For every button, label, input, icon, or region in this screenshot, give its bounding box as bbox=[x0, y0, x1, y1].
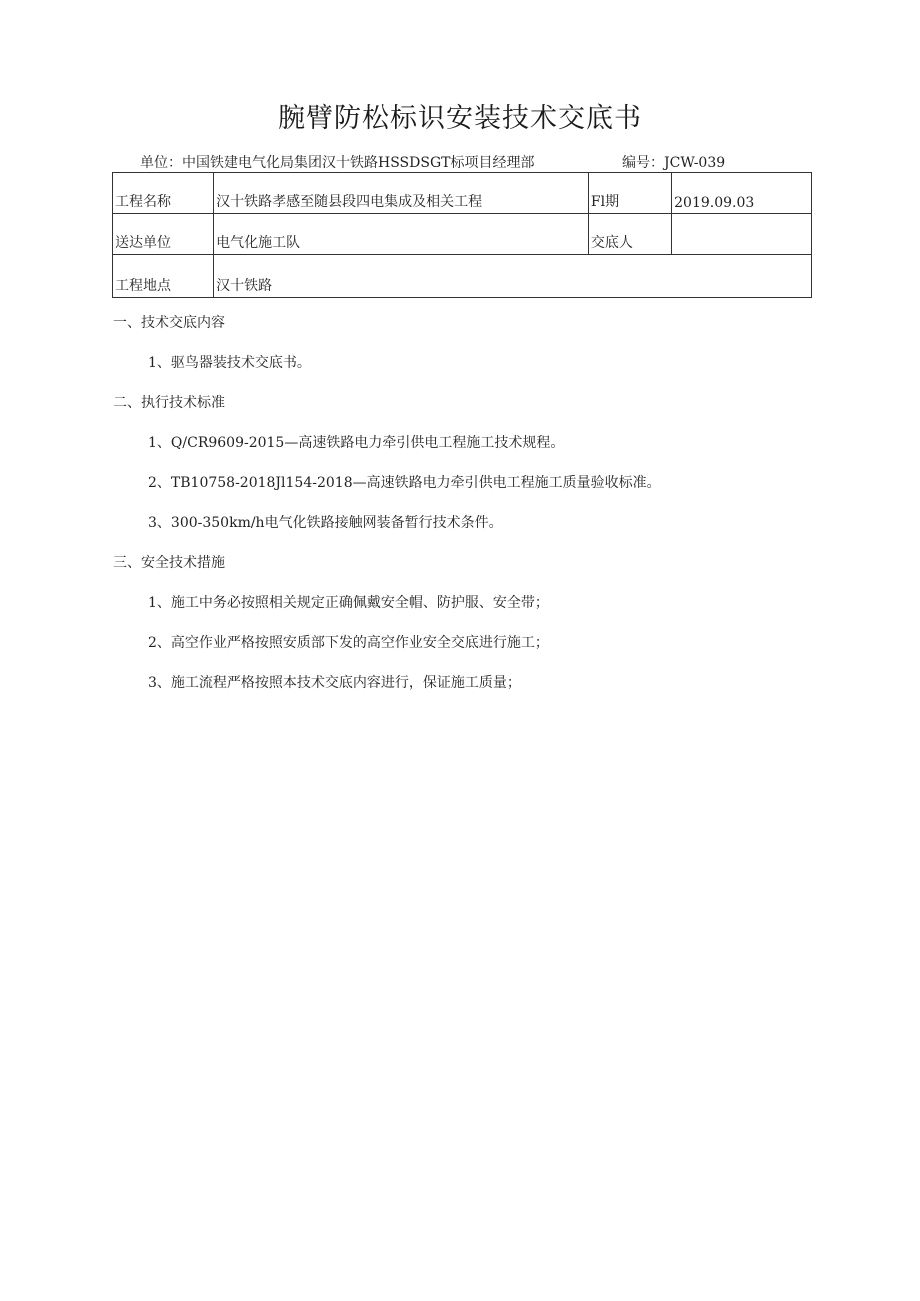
table-row bbox=[113, 214, 812, 255]
location-label: 工程地点 bbox=[113, 255, 214, 298]
project-name-value: 汉十铁路孝感至随县段四电集成及相关工程 bbox=[214, 173, 589, 214]
list-item: 3、300-350km/h电气化铁路接触网装备暂行技术条件。 bbox=[148, 515, 503, 531]
list-item: 1、施工中务必按照相关规定正确佩戴安全帽、防护服、安全带； bbox=[148, 595, 549, 611]
location-value: 汉十铁路 bbox=[214, 255, 812, 298]
section-heading-disclosure-content: 一、技术交底内容 bbox=[113, 315, 225, 331]
table-row bbox=[113, 255, 812, 298]
list-item: 2、高空作业严格按照安质部下发的高空作业安全交底进行施工； bbox=[148, 635, 549, 651]
table-row bbox=[113, 173, 812, 214]
date-label: Fl期 bbox=[588, 173, 671, 214]
presenter-label: 交底人 bbox=[588, 214, 671, 255]
section-heading-standards: 二、执行技术标准 bbox=[113, 395, 225, 411]
document-number: 编号：JCW-039 bbox=[622, 155, 726, 171]
date-value: 2019.09.03 bbox=[672, 173, 812, 214]
project-name-label: 工程名称 bbox=[113, 173, 214, 214]
list-item: 3、施工流程严格按照本技术交底内容进行，保证施工质量； bbox=[148, 675, 521, 691]
unit-line: 单位：中国铁建电气化局集团汉十铁路HSSDSGT标项目经理部 bbox=[140, 155, 535, 171]
list-item: 2、TB10758-2018Jl154-2018—高速铁路电力牵引供电工程施工质量验收标准。 bbox=[148, 475, 661, 491]
presenter-value bbox=[672, 214, 812, 255]
document-title: 腕臂防松标识安装技术交底书 bbox=[278, 103, 642, 134]
list-item: 1、驱鸟器装技术交底书。 bbox=[148, 355, 311, 371]
section-heading-safety-measures: 三、安全技术措施 bbox=[113, 555, 225, 571]
recipient-label: 送达单位 bbox=[113, 214, 214, 255]
recipient-value: 电气化施工队 bbox=[214, 214, 589, 255]
list-item: 1、Q/CR9609-2015—高速铁路电力牵引供电工程施工技术规程。 bbox=[148, 435, 565, 451]
header-table bbox=[112, 172, 812, 298]
